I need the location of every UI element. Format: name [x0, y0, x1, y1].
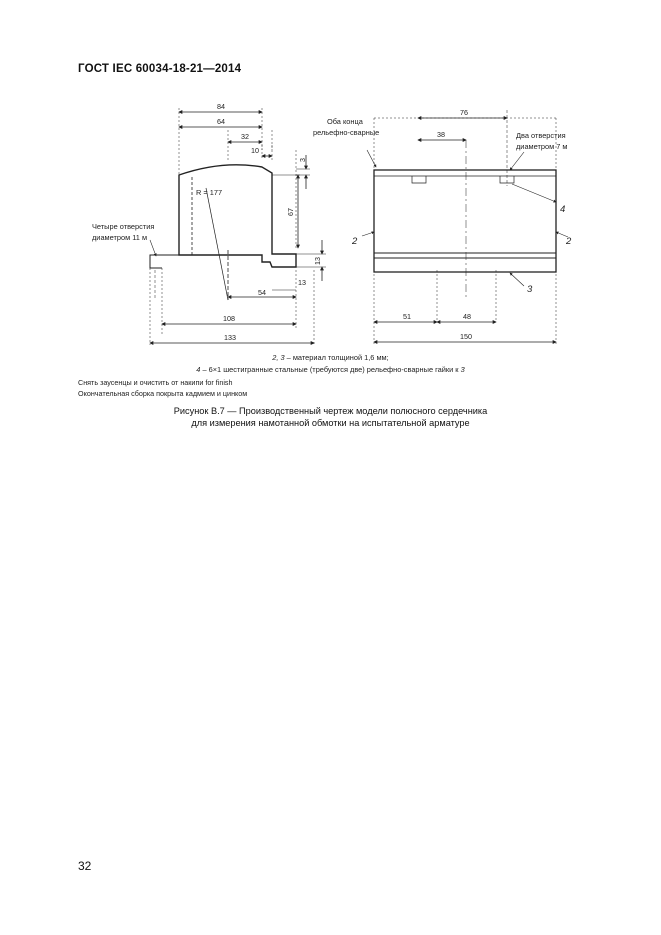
callout-4: 4 [560, 204, 566, 215]
dim-108: 108 [223, 314, 235, 323]
holes-note-line2: диаметром 7 м [516, 142, 568, 151]
document-header: ГОСТ IEC 60034-18-21—2014 [78, 63, 242, 75]
callout-3: 3 [527, 284, 533, 295]
dim-3: 3 [298, 158, 307, 162]
dim-84: 84 [217, 102, 225, 111]
hole-note-line1: Четыре отверстия [92, 222, 155, 231]
figure-caption [0, 405, 661, 429]
left-view [150, 108, 326, 345]
right-view-labels [313, 108, 572, 341]
dim-13-vertical: 13 [313, 257, 322, 265]
page-number: 32 [78, 859, 92, 873]
plate-outline [374, 170, 556, 272]
dim-51: 51 [403, 312, 411, 321]
nut-target: 3 [460, 365, 465, 374]
caption-line1: Рисунок В.7 — Производственный чертеж модели полюсного сердечника [173, 406, 488, 416]
left-view-labels [92, 102, 322, 342]
ends-note-line2: рельефно-сварные [313, 128, 380, 137]
material-ref: 2, 3 [272, 353, 285, 362]
dim-150: 150 [460, 332, 472, 341]
dim-76: 76 [460, 108, 468, 117]
nut-ref: 4 [196, 365, 201, 374]
callout-2-right: 2 [566, 236, 572, 247]
nut-text: – 6×1 шестигранные стальные (требуются две) рельефно-сварные гайки к [200, 365, 461, 374]
nut-note [0, 365, 661, 374]
radius-label: R = 177 [196, 188, 223, 197]
ends-note-line1: Оба конца [327, 117, 363, 126]
material-note [0, 353, 661, 362]
dim-13-horizontal: 13 [298, 278, 306, 287]
dim-38: 38 [437, 130, 445, 139]
dim-133: 133 [224, 333, 236, 342]
finish-note: Окончательная сборка покрыта кадмием и цинком [78, 389, 248, 398]
dim-48: 48 [463, 312, 471, 321]
material-text: – материал толщиной 1,6 мм; [284, 353, 389, 362]
pole-core-outline [179, 165, 296, 267]
dim-64: 64 [217, 117, 225, 126]
deburr-note: Снять заусенцы и очистить от накипи for finish [78, 378, 233, 387]
dim-10: 10 [251, 146, 259, 155]
callout-2-left: 2 [352, 236, 358, 247]
hole-note-line2: диаметром 11 м [92, 233, 148, 242]
dim-32: 32 [241, 132, 249, 141]
radius-line [206, 188, 228, 300]
dim-54: 54 [258, 288, 266, 297]
holes-note-line1: Два отверстия [516, 131, 566, 140]
caption-line2: для измерения намотанной обмотки на испытательной арматуре [191, 418, 470, 428]
technical-drawing [0, 0, 661, 360]
dim-67: 67 [286, 208, 295, 216]
